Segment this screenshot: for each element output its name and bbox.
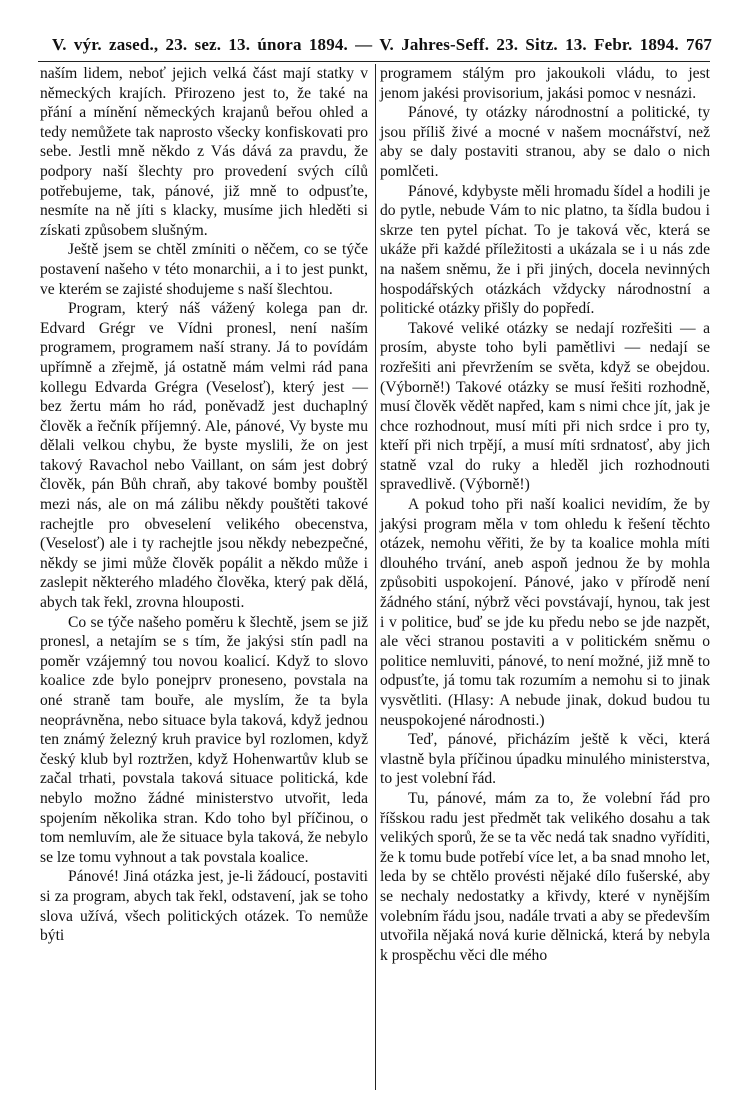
- paragraph: Tu, pánové, mám za to, že volební řád pro říšskou radu jest předmět tak velikého dosahu a tak velikých sporů, že se ta věc nedá tak snadno vyříditi, že k tomu bude potřebí více let, a ba snad mnoho let, leda by se chtělo provésti nějaké dílo fušerské, aby se nechaly nedostatky a křivdy, které v nynějším volebním řádu jsou, nadále trvati a aby se především utvořila nějaká nová kurie dělnická, která by nebyla k prospěchu věci dle mého: [380, 789, 710, 964]
- paragraph: Pánové! Jiná otázka jest, je-li žádoucí, postaviti si za program, abych tak řekl, odstavení, jak se toho slova užívá, všech politických otázek. To nemůže býti: [40, 868, 368, 945]
- paragraph: A pokud toho při naší koalici nevidím, že by jakýsi program měla v tom ohledu k řešení těchto otázek, nemohu věřiti, že by ta koalice mohla míti dlouhého trvání, aneb aspoň jednou že by mohla způsobiti uspokojení. Pánové, jako v přírodě není žádného stání, nýbrž věci povstávají, hynou, tak jest i v politice, buď se jde ku předu nebo se jde nazpět, ale věci stranou postaviti a v politickém sněmu o politice nemluviti, pánové, to není možné, již mně to odpusťte, já tomu tak rozumím a nemohu si to jinak vysvětliti. (Hlasy: A nebude jinak, dokud budou tu neuspokojené národnosti.): [380, 496, 710, 729]
- column-divider: [375, 64, 376, 1090]
- paragraph: Co se týče našeho poměru k šlechtě, jsem se již pronesl, a netajím se s tím, že jakýsi stín padl na poměr vzájemný tou novou koalicí. Když to slovo koalice zde bylo ponejprv proneseno, povstala na oné straně tam bouře, ale myslím, že ta byla neoprávněna, nebo situace byla taková, když jednou ten známý železný kruh pravice byl rozlomen, když český klub byl roztržen, když Hohenwartův klub se začal trhati, povstala taková situace politická, kde nebylo možno žádné ministerstvo utvořit, leda spojením několika stran. Kdo toho byl příčinou, o tom nemluvím, ale že situace byla taková, že nebylo se lze tomu vyhnout a tak povstala koalice.: [40, 613, 368, 866]
- left-column: [40, 64, 368, 946]
- paragraph: Pánové, kdybyste měli hromadu šídel a hodili je do pytle, nebude Vám to nic platno, ta šídla budou i skrze ten pytel píchat. To je taková věc, která se ukáže při každé příležitosti a ukázala se i u nás zde na našem sněmu, že i při jiných, docela nevinných hospodářských otázkách vždycky národnostní a politické otázky přišly do popředí.: [380, 182, 710, 318]
- paragraph: Takové veliké otázky se nedají rozřešiti — a prosím, abyste toho byli pamětlivi — nedají se rozřešiti ani převržením se světa, když se obejdou. (Výborně!) Takové otázky se musí řešiti rozhodně, musí člověk vědět napřed, kam s nimi chce jít, jak je chce rozhodnout, musí míti při nich srdce i pro ty, kteří při nich trpějí, a musí míti srdnatosť, aby jich statně vzal do ruky a hleděl jich rozhodnouti spravedlivě. (Výborně!): [380, 319, 710, 494]
- paragraph: programem stálým pro jakoukoli vládu, to jest jenom jakési provisorium, jakási pomoc v nesnázi.: [380, 65, 710, 102]
- paragraph: Pánové, ty otázky národnostní a politické, ty jsou příliš živé a mocné v našem mocnářství, než aby se daly postaviti stranou, aby se dalo o nich pomlčeti.: [380, 104, 710, 180]
- paragraph: naším lidem, neboť jejich velká část mají statky v německých krajích. Přirozeno jest to, že také na přání a mínění německých krajanů beřou ohled a tedy nemůžete tak naprosto všecky konfiskovati pro sebe. Jestli mně někdo z Vás dává za pravdu, že podpory naší šlechty pro provedení svých cílů potřebujeme, tak, pánové, již mně to odpusťte, nesmíte na ně jíti s klacky, musíme jich hleděti si získati způsobem slušným.: [40, 65, 368, 239]
- header-rule: [38, 61, 710, 62]
- paragraph: Teď, pánové, přicházím ještě k věci, která vlastně byla příčinou úpadku minulého ministerstva, to jest volební řád.: [380, 731, 710, 788]
- page-header: V. výr. zased., 23. sez. 13. února 1894. — V. Jahres-Seff. 23. Sitz. 13. Febr. 1894. 767: [52, 35, 712, 54]
- paragraph: Ještě jsem se chtěl zmíniti o něčem, co se týče postavení našeho v této monarchii, a i to jest punkt, ve kterém se zajisté shodujeme s naší šlechtou.: [40, 241, 368, 298]
- paragraph: Program, který náš vážený kolega pan dr. Edvard Grégr ve Vídni pronesl, není naším programem, programem naší strany. Já to povídám upřímně a zřejmě, já ostatně mám velmi rád pana kollegu Edvarda Grégra (Veselosť), který jest — bez žertu mám ho rád, poněvadž jest duchaplný člověk a řečník příjemný. Ale, pánové, Vy byste mu dělali velkou chybu, že byste myslili, že on jest takový Ravachol nebo Vaillant, on sám jest dobrý člověk, pán Bůh chraň, aby takové bomby pouštěl mezi nás, ale on má zálibu někdy pouštěti takové rachejtle pro obveselení velikého obecenstva, (Veselosť) ale i ty rachejtle jsou někdy nebezpečné, někdy se jimi může člověk popálit a někdo může i zaslepit některého mladého člověka, který pak dělá, abych tak řekl, zrovna hlouposti.: [40, 300, 368, 612]
- right-column: [380, 64, 710, 965]
